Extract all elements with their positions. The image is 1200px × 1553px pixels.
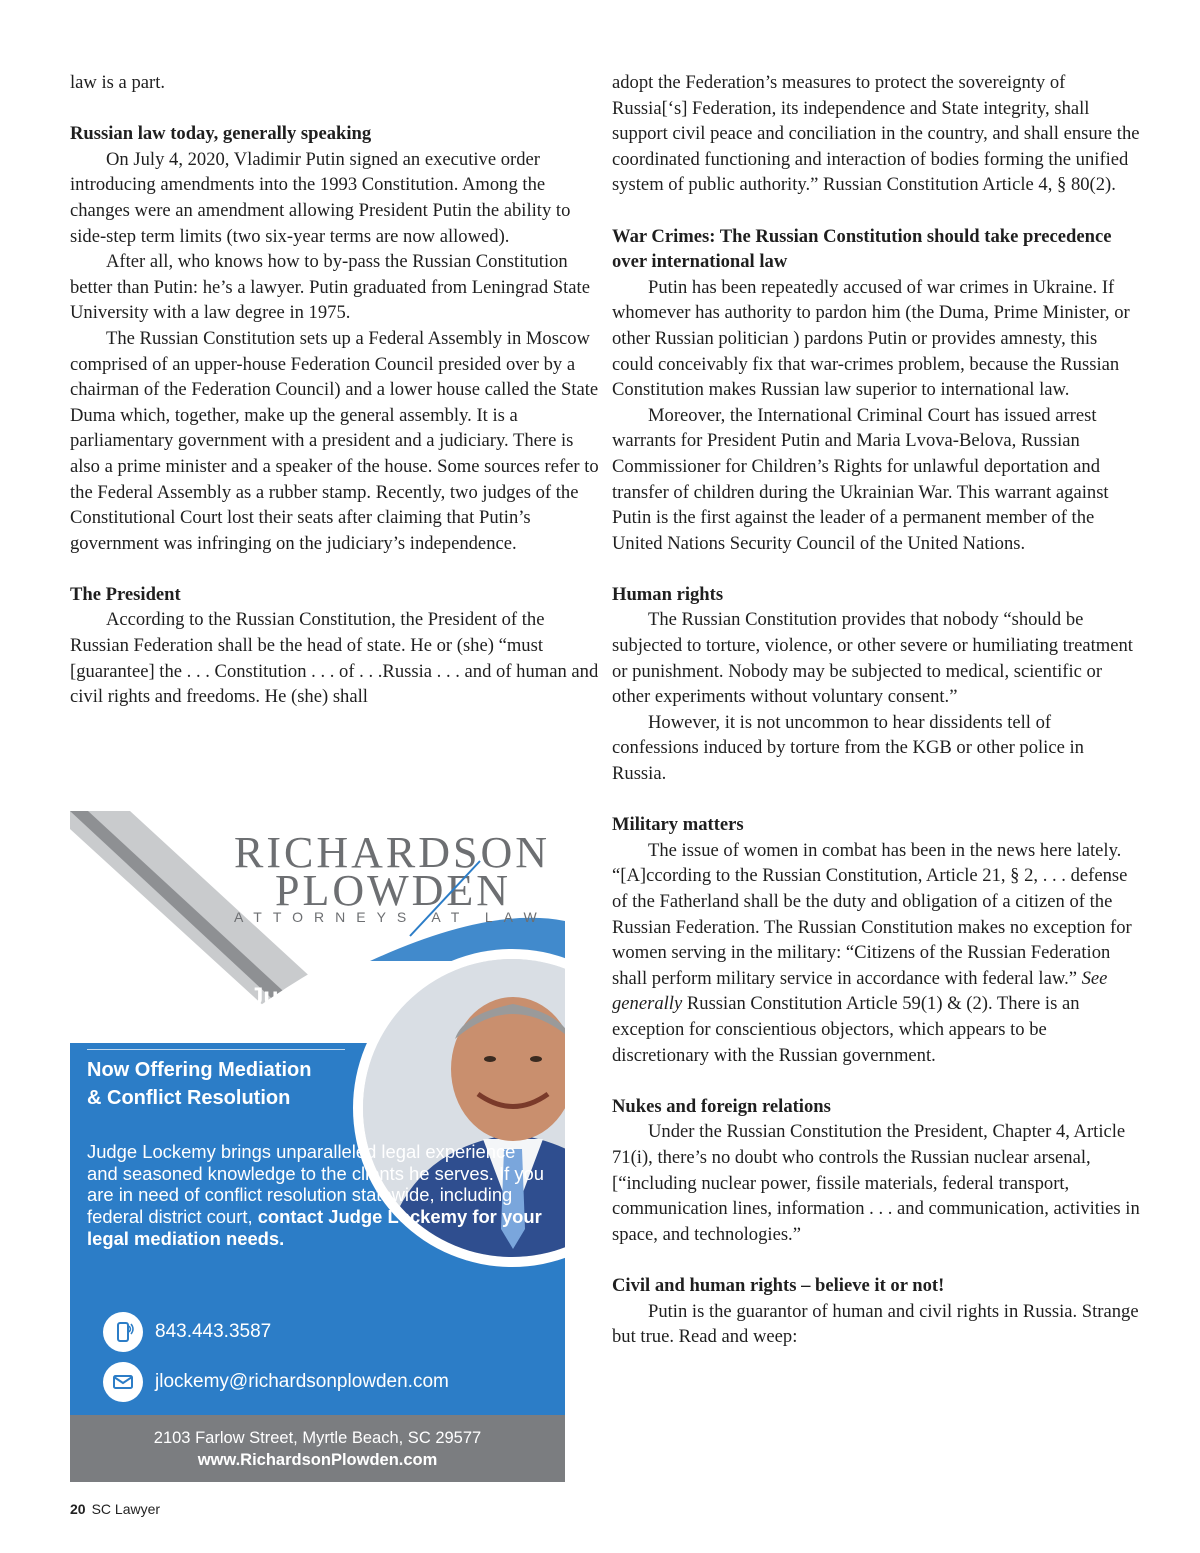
publication-name: SC Lawyer xyxy=(91,1501,161,1517)
section-heading-president: The President xyxy=(70,583,181,605)
advertisement xyxy=(70,811,565,1482)
ad-footer xyxy=(70,1415,565,1482)
ad-body-text xyxy=(87,1141,547,1250)
ad-headline-line2: James E. Lockemy xyxy=(87,1014,311,1042)
ad-body-plain: Judge Lockemy brings unparalleled legal experience and seasoned knowledge to the clients he serves. If you are in need of conflict resolution statewide, including federal district court, xyxy=(87,1141,544,1228)
paragraph: The Russian Constitution sets up a Federal Assembly in Moscow comprised of an upper-house Federation Council presided over by a chairman of the Federation Council) and a lower house called the State Duma which, together, make up the general assembly. It is a parliamentary government with a president and a judiciary. There is also a prime minister and a speaker of the house. Some sources refer to the Federal Assembly as a rubber stamp. Recently, two judges of the Constitutional Court lost their seats after claiming that Putin’s government was infringing on the judiciary’s independence. xyxy=(70,327,599,554)
right-column xyxy=(612,70,1142,1350)
ad-subheadline xyxy=(87,1056,367,1112)
left-column xyxy=(70,70,600,710)
paragraph xyxy=(612,838,1142,1068)
paragraph: According to the Russian Constitution, the President of the Russian Federation shall be the head of state. He or (she) “must [guarantee] the . . . Constitution . . . of . . .Russia . . . and of human and civil rights and freedoms. He (she) shall xyxy=(70,609,599,708)
logo-text-line1: RICHARDSON xyxy=(234,828,551,877)
section-heading-civil-rights: Civil and human rights – believe it or not! xyxy=(612,1274,945,1296)
section-heading-nukes: Nukes and foreign relations xyxy=(612,1095,831,1117)
italic-text: See generally xyxy=(612,967,1108,1015)
paragraph: Moreover, the International Criminal Court has issued arrest warrants for President Putin and Maria Lvova-Belova, Russian Commissioner for Children’s Rights for unlawful deportation and transfer of children during the Ukrainian War. This warrant against Putin is the first against the leader of a permanent member of the United Nations Security Council of the United Nations. xyxy=(612,404,1109,554)
paragraph: Under the Russian Constitution the President, Chapter 4, Article 71(i), there’s no doubt who controls the Russian nuclear arsenal, [“including nuclear power, fissile materials, federal transport, communication lines, information . . . and communication, activities in space, and technologies.” xyxy=(612,1121,1140,1245)
ad-sub-line1: Now Offering Mediation xyxy=(87,1059,312,1081)
section-heading-war-crimes: War Crimes: The Russian Constitution should take precedence over international law xyxy=(612,225,1112,273)
email-address[interactable]: jlockemy@richardsonplowden.com xyxy=(155,1371,449,1392)
paragraph: However, it is not uncommon to hear dissidents tell of confessions induced by torture from the KGB or other police in Russia. xyxy=(612,711,1084,785)
ad-website-link[interactable]: www.RichardsonPlowden.com xyxy=(197,1451,438,1469)
page-footer xyxy=(70,1501,160,1517)
paragraph: The Russian Constitution provides that nobody “should be subjected to torture, violence, or other severe or humiliating treatment or punishment. Nobody may be subjected to medical, scientific or other experiments without voluntary consent.” xyxy=(612,609,1133,708)
text-run: Russian Constitution Article 59(1) & (2). There is an exception for conscientious objectors, which appears to be discretionary with the Russian government. xyxy=(612,993,1080,1066)
paragraph: After all, who knows how to by-pass the Russian Constitution better than Putin: he’s a lawyer. Putin graduated from Leningrad State University with a law degree in 1975. xyxy=(70,251,590,324)
paragraph: Putin has been repeatedly accused of war crimes in Ukraine. If whomever has authority to pardon him (the Duma, Prime Minister, or other Russian politician ) pardons Putin or provides amnesty, this could conceivably fix that war-crimes problem, because the Russian Constitution makes Russian law superior to international law. xyxy=(612,276,1130,401)
logo-tagline: ATTORNEYS AT LAW xyxy=(234,909,548,925)
phone-icon xyxy=(103,1312,143,1352)
ad-headline xyxy=(87,982,367,1044)
page-number: 20 xyxy=(70,1501,86,1517)
divider xyxy=(87,1049,345,1050)
intro-tail: law is a part. xyxy=(70,72,166,93)
text-run: The issue of women in combat has been in the news here lately. “[A]ccording to the Russian Constitution, Article 21, § 2, . . . defense of the Fatherland shall be the duty and obligation of a citizen of the Russian Federation. The Russian Constitution makes no exception for women serving in the military: “Citizens of the Russian Federation shall perform military service in accordance with federal law.” xyxy=(612,839,1132,989)
section-heading-military: Military matters xyxy=(612,814,744,836)
paragraph: On July 4, 2020, Vladimir Putin signed an executive order introducing amendments into the 1993 Constitution. Among the changes were an amendment allowing President Putin the ability to side-step term limits (two six-year terms are now allowed). xyxy=(70,148,571,247)
ad-address: 2103 Farlow Street, Myrtle Beach, SC 29577 xyxy=(153,1429,482,1447)
ad-body-bold: contact Judge Lockemy for your legal mediation needs. xyxy=(87,1206,542,1249)
section-heading-russian-law: Russian law today, generally speaking xyxy=(70,123,372,145)
section-heading-human-rights: Human rights xyxy=(612,583,724,605)
logo-text-line2: PLOWDEN xyxy=(275,866,512,915)
ad-sub-line2: & Conflict Resolution xyxy=(87,1087,291,1109)
logo-slash-icon xyxy=(400,851,490,941)
paragraph: Putin is the guarantor of human and civil rights in Russia. Strange but true. Read and weep: xyxy=(612,1300,1139,1348)
continued-paragraph: adopt the Federation’s measures to protect the sovereignty of Russia[‘s] Federation, its independence and State integrity, shall support civil peace and conciliation in the country, and shall ensure the coordinated functioning and interaction of bodies forming the unified system of public authority.” Russian Constitution Article 4, § 80(2). xyxy=(612,72,1140,196)
ad-headline-line1: Retired Chief Judge xyxy=(87,983,324,1011)
envelope-icon xyxy=(103,1362,143,1402)
phone-row[interactable] xyxy=(103,1311,271,1353)
email-row[interactable] xyxy=(103,1361,449,1403)
phone-number[interactable]: 843.443.3587 xyxy=(155,1321,272,1342)
